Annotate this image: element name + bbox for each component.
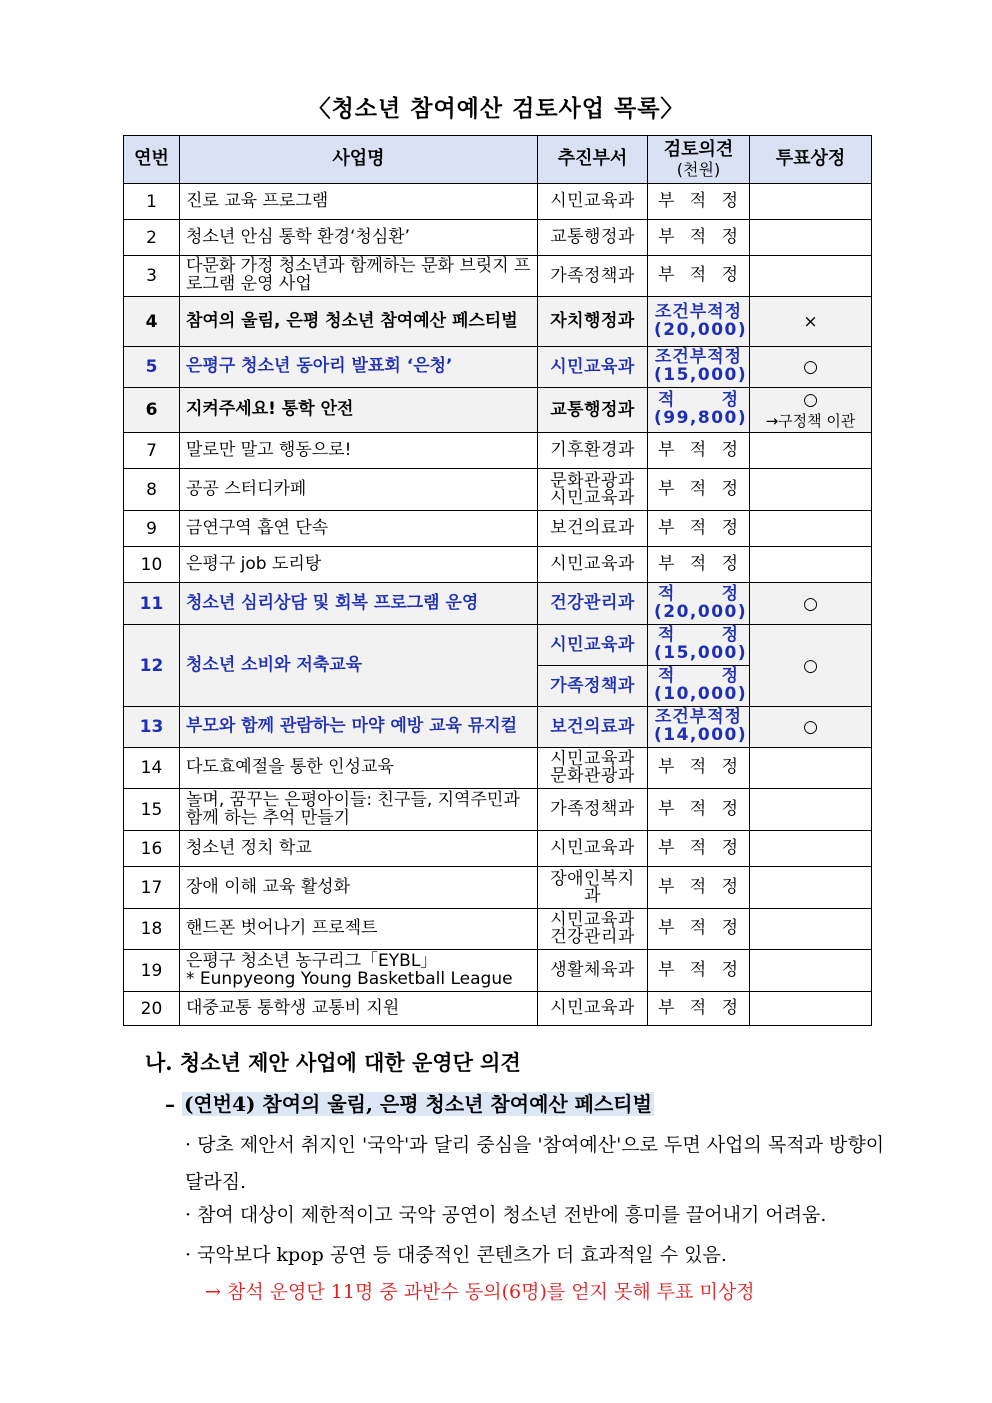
opinion-text: 적 정 [658,625,739,646]
opinion-text: 적 정 [658,390,739,411]
project-name-text: 다문화 가정 청소년과 함께하는 문화 브릿지 프로그램 운영 사업 [186,256,531,294]
opinion-text: 조건부적정 [654,707,743,728]
department: 생활체육과 [538,950,648,992]
table-row [124,433,872,469]
opinion-bullet-1: · 당초 제안서 취지인 '국악'과 달리 중심을 '참여예산'으로 두면 사업의 목적과 방향이 달라짐. [185,1134,885,1193]
department: 시민교육과 [538,184,648,220]
vote-status [750,256,872,297]
row-number: 15 [124,789,180,831]
opinion-cell [648,469,750,511]
opinion-text: 부 적 정 [658,517,739,538]
header-opinion-unit: (천원) [676,159,721,179]
opinion-text: 조건부적정 [654,347,743,368]
opinion-cell [648,992,750,1026]
opinion-cell [648,583,750,625]
project-name-text: 은평구 청소년 동아리 발표회 ‘은청’ [186,356,453,377]
vote-note: →구정책 이관 [765,411,856,430]
header-opinion-label: 검토의견 [663,138,734,160]
project-name [180,511,538,547]
row-number: 4 [124,297,180,347]
opinion-text: 부 적 정 [658,439,739,460]
project-name-text: 금연구역 흡연 단속 [186,517,329,538]
opinion-text: 부 적 정 [658,798,739,819]
opinion-cell [648,748,750,789]
project-name-text: 놀며, 꿈꾸는 은평아이들: 친구들, 지역주민과 함께 하는 추억 만들기 [186,789,520,828]
project-name-text: 청소년 심리상담 및 회복 프로그램 운영 [186,592,479,613]
row-number: 1 [124,184,180,220]
opinion-cell [648,433,750,469]
table-row [124,867,872,909]
project-name [180,547,538,583]
project-name [180,748,538,789]
opinion-cell [648,789,750,831]
vote-status [750,950,872,992]
table-row [124,511,872,547]
project-name [180,583,538,625]
vote-status [750,909,872,950]
project-name [180,831,538,867]
project-name-text: 장애 이해 교육 활성화 [186,876,351,897]
subheading-text: (연번4) 참여의 울림, 은평 청소년 참여예산 페스티벌 [183,1092,652,1116]
department: 시민교육과 [538,625,648,666]
project-name [180,220,538,256]
opinion-text: 적 정 [658,666,739,687]
vote-mark: ○ [803,655,818,676]
department: 시민교육과 문화관광과 [538,748,648,789]
opinion-text: 조건부적정 [654,301,743,322]
vote-status [750,469,872,511]
department: 보건의료과 [538,707,648,748]
table-row [124,583,872,625]
row-number: 2 [124,220,180,256]
opinion-cell [648,867,750,909]
project-name-text: 다도효예절을 통한 인성교육 [186,757,394,778]
project-name-text: 말로만 말고 행동으로! [186,439,352,460]
project-name-text: 공공 스터디카페 [186,478,307,499]
department: 가족정책과 [538,256,648,297]
row-number: 3 [124,256,180,297]
row-number: 18 [124,909,180,950]
opinion-cell [648,831,750,867]
vote-mark: × [803,311,818,332]
table-row [124,469,872,511]
vote-status [750,831,872,867]
project-name [180,950,538,992]
header-opinion [648,136,750,184]
project-name [180,297,538,347]
table-row [124,789,872,831]
project-name-text: 부모와 함께 관람하는 마약 예방 교육 뮤지컬 [186,716,518,737]
vote-status [750,625,872,707]
opinion-bullet-2: · 참여 대상이 제한적이고 국악 공연이 청소년 전반에 흥미를 끌어내기 어려움. [185,1204,827,1226]
vote-mark: ○ [803,389,818,410]
row-number: 17 [124,867,180,909]
department: 문화관광과 시민교육과 [538,469,648,511]
row-number: 13 [124,707,180,748]
row-number: 19 [124,950,180,992]
row-number: 20 [124,992,180,1026]
project-name [180,388,538,433]
opinion-cell [648,184,750,220]
opinion-cell [648,547,750,583]
row-number: 8 [124,469,180,511]
opinion-cell [648,909,750,950]
opinion-text: 부 적 정 [658,837,739,858]
table-row [124,950,872,992]
department: 자치행정과 [538,297,648,347]
project-name [180,992,538,1026]
header-vote: 투표상정 [750,136,872,184]
opinion-cell [648,388,750,433]
opinion-text: 부 적 정 [658,876,739,897]
project-name [180,469,538,511]
row-number: 6 [124,388,180,433]
opinion-text: 적 정 [658,583,739,604]
vote-status [750,583,872,625]
row-number: 5 [124,347,180,388]
department: 시민교육과 [538,992,648,1026]
project-review-table [123,135,872,1026]
table-row [124,347,872,388]
document-title: 〈청소년 참여예산 검토사업 목록〉 [307,96,685,122]
project-name [180,707,538,748]
project-name-text: 지켜주세요! 통학 안전 [186,399,354,420]
opinion-cell [648,347,750,388]
table-row [124,297,872,347]
row-number: 9 [124,511,180,547]
department: 교통행정과 [538,220,648,256]
opinion-text: 부 적 정 [658,997,739,1018]
table-row [124,707,872,748]
project-name-text: 핸드폰 벗어나기 프로젝트 [186,918,378,939]
department: 가족정책과 [538,666,648,707]
vote-status [750,748,872,789]
vote-status [750,992,872,1026]
opinion-text: 부 적 정 [658,190,739,211]
opinion-amount: (10,000) [654,684,748,704]
vote-mark: ○ [803,593,818,614]
vote-mark: ○ [803,357,818,377]
vote-status [750,547,872,583]
table-row [124,388,872,433]
project-name-text: 은평구 job 도리탕 [186,553,322,574]
opinion-cell [648,220,750,256]
department: 시민교육과 [538,347,648,388]
table-row [124,220,872,256]
vote-status [750,433,872,469]
table-row [124,625,872,666]
table-row [124,831,872,867]
opinion-text: 부 적 정 [658,226,739,247]
header-dept: 추진부서 [538,136,648,184]
vote-status [750,511,872,547]
project-name [180,909,538,950]
table-row [124,748,872,789]
opinion-text: 부 적 정 [658,757,739,778]
opinion-cell [648,511,750,547]
opinion-amount: (20,000) [654,601,748,622]
department: 시민교육과 [538,831,648,867]
opinion-text: 부 적 정 [658,553,739,574]
department: 교통행정과 [538,388,648,433]
table-row [124,256,872,297]
section-heading: 나. 청소년 제안 사업에 대한 운영단 의견 [145,1050,521,1075]
opinion-amount: (14,000) [654,725,748,745]
vote-status [750,184,872,220]
vote-status [750,220,872,256]
department: 보건의료과 [538,511,648,547]
opinion-text: 부 적 정 [658,478,739,499]
project-name [180,433,538,469]
project-name-subtext: * Eunpyeong Young Basketball League [186,968,513,989]
vote-status [750,347,872,388]
vote-status [750,867,872,909]
table-row [124,184,872,220]
header-name: 사업명 [180,136,538,184]
row-number: 16 [124,831,180,867]
project-name-text: 청소년 안심 통학 환경‘청심환’ [186,226,411,247]
opinion-cell [648,666,750,707]
project-name-text: 청소년 정치 학교 [186,837,312,858]
department: 건강관리과 [538,583,648,625]
section-subheading [165,1088,654,1117]
vote-mark: ○ [803,717,818,737]
project-name-text: 청소년 소비와 저축교육 [186,654,363,675]
opinion-amount: (15,000) [654,365,748,385]
project-name [180,347,538,388]
row-number: 10 [124,547,180,583]
project-name-text: 대중교통 통학생 교통비 지원 [186,997,400,1018]
table-row [124,909,872,950]
opinion-cell [648,625,750,666]
opinion-text: 부 적 정 [658,265,739,286]
vote-result: → 참석 운영단 11명 중 과반수 동의(6명)를 얻지 못해 투표 미상정 [205,1281,755,1303]
department: 시민교육과 [538,547,648,583]
project-name [180,184,538,220]
project-name [180,256,538,297]
table-row [124,992,872,1026]
opinion-amount: (99,800) [654,408,748,428]
department: 시민교육과 건강관리과 [538,909,648,950]
row-number: 12 [124,625,180,707]
vote-status [750,789,872,831]
opinion-bullet-3: · 국악보다 kpop 공연 등 대중적인 콘텐츠가 더 효과적일 수 있음. [185,1244,727,1266]
opinion-amount: (15,000) [654,643,748,663]
row-number: 14 [124,748,180,789]
project-name [180,789,538,831]
department: 장애인복지과 [538,867,648,909]
table-header-row [124,136,872,184]
opinion-cell [648,256,750,297]
project-name-text: 진로 교육 프로그램 [186,190,329,211]
department: 기후환경과 [538,433,648,469]
opinion-amount: (20,000) [654,319,748,340]
header-no: 연번 [124,136,180,184]
project-name-text: 은평구 청소년 농구리그「EYBL」 [186,950,438,971]
project-name [180,867,538,909]
project-name [180,625,538,707]
opinion-cell [648,707,750,748]
vote-status [750,297,872,347]
vote-status [750,707,872,748]
opinion-cell [648,950,750,992]
opinion-text: 부 적 정 [658,959,739,980]
row-number: 11 [124,583,180,625]
department: 가족정책과 [538,789,648,831]
table-row [124,547,872,583]
opinion-cell [648,297,750,347]
vote-status [750,388,872,433]
subheading-marker: – [165,1092,175,1116]
project-name-text: 참여의 울림, 은평 청소년 참여예산 페스티벌 [186,310,518,331]
row-number: 7 [124,433,180,469]
opinion-text: 부 적 정 [658,918,739,939]
